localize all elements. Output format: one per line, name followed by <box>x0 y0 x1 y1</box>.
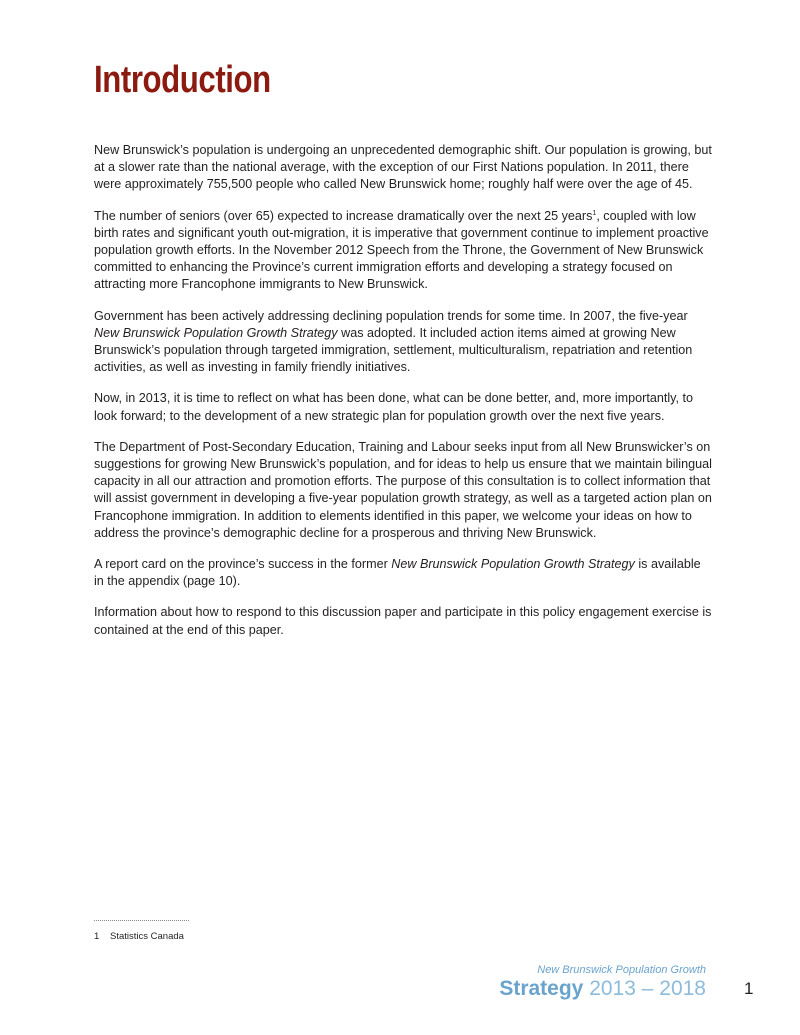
paragraph-report-card-end: is available in the appendix (page 10). <box>94 557 701 589</box>
paragraph-demographic-shift: New Brunswick’s population is undergoing an unprecedented demographic shift. Our population is growing, but at a slower rate than the national average, with the exception of our First Nations population. In 2011, there were approximately 755,500 people who called New Brunswick home; roughly half were over the age of 45. <box>94 143 712 192</box>
footnote-number: 1 <box>94 931 100 942</box>
paragraph-report-card-start: A report card on the province’s success in the former <box>94 557 392 572</box>
paragraph-department-input: The Department of Post-Secondary Education, Training and Labour seeks input from all New Brunswicker’s on suggestions for growing New Brunswick’s population, and for ideas to help us ensure that we maintain bilingual capacity in all our attraction and promotion efforts. The purpose of this consultation is to collect information that will assist government in developing a five-year population growth strategy, as well as a targeted action plan on Francophone immigration. In addition to elements identified in this paper, we welcome your ideas on how to address the province’s demographic decline for a prosperous and thriving New Brunswick. <box>94 439 712 540</box>
paragraph-government-start: Government has been actively addressing declining population trends for some time. In 2007, the five-year <box>94 308 688 323</box>
footer-strategy-word: Strategy <box>499 977 584 1000</box>
strategy-title-italic: New Brunswick Population Growth Strategy <box>391 557 635 572</box>
footnote-text: Statistics Canada <box>110 931 184 942</box>
page-title: Introduction <box>94 59 271 101</box>
footer-years: 2013 – 2018 <box>589 977 706 1000</box>
paragraph-report-card <box>94 556 712 590</box>
strategy-title-italic: New Brunswick Population Growth Strategy <box>94 325 338 340</box>
paragraph-2013-reflection: Now, in 2013, it is time to reflect on what has been done, what can be done better, and, more importantly, to look forward; to the development of a new strategic plan for population growth over the next five years. <box>94 391 694 423</box>
paragraph-government-end: was adopted. It included action items aimed at growing New Brunswick’s population through targeted immigration, settlement, multiculturalism, repatriation and retention activities, as well as investing in family friendly initiatives. <box>94 325 693 375</box>
page-number: 1 <box>744 979 754 998</box>
paragraph-seniors-end: , coupled with low birth rates and significant youth out-migration, it is imperative that government continue to implement proactive population growth efforts. In the November 2012 Speech from the Throne, the Government of New Brunswick committed to enhancing the Province’s current immigration efforts and developing a strategy focused on attracting more Francophone immigrants to New Brunswick. <box>94 208 709 292</box>
body-text <box>94 142 712 653</box>
footer-strategy-title <box>499 975 706 1003</box>
footnote-divider <box>94 920 189 921</box>
paragraph-seniors-start: The number of seniors (over 65) expected to increase dramatically over the next 25 years <box>94 208 593 223</box>
paragraph-seniors <box>94 208 712 294</box>
footer-subtitle: New Brunswick Population Growth <box>537 964 706 976</box>
footnote-reference: 1 <box>592 209 597 217</box>
footnote <box>94 931 184 942</box>
paragraph-government-efforts <box>94 308 712 377</box>
paragraph-how-to-respond: Information about how to respond to this discussion paper and participate in this policy engagement exercise is contained at the end of this paper. <box>94 605 712 637</box>
